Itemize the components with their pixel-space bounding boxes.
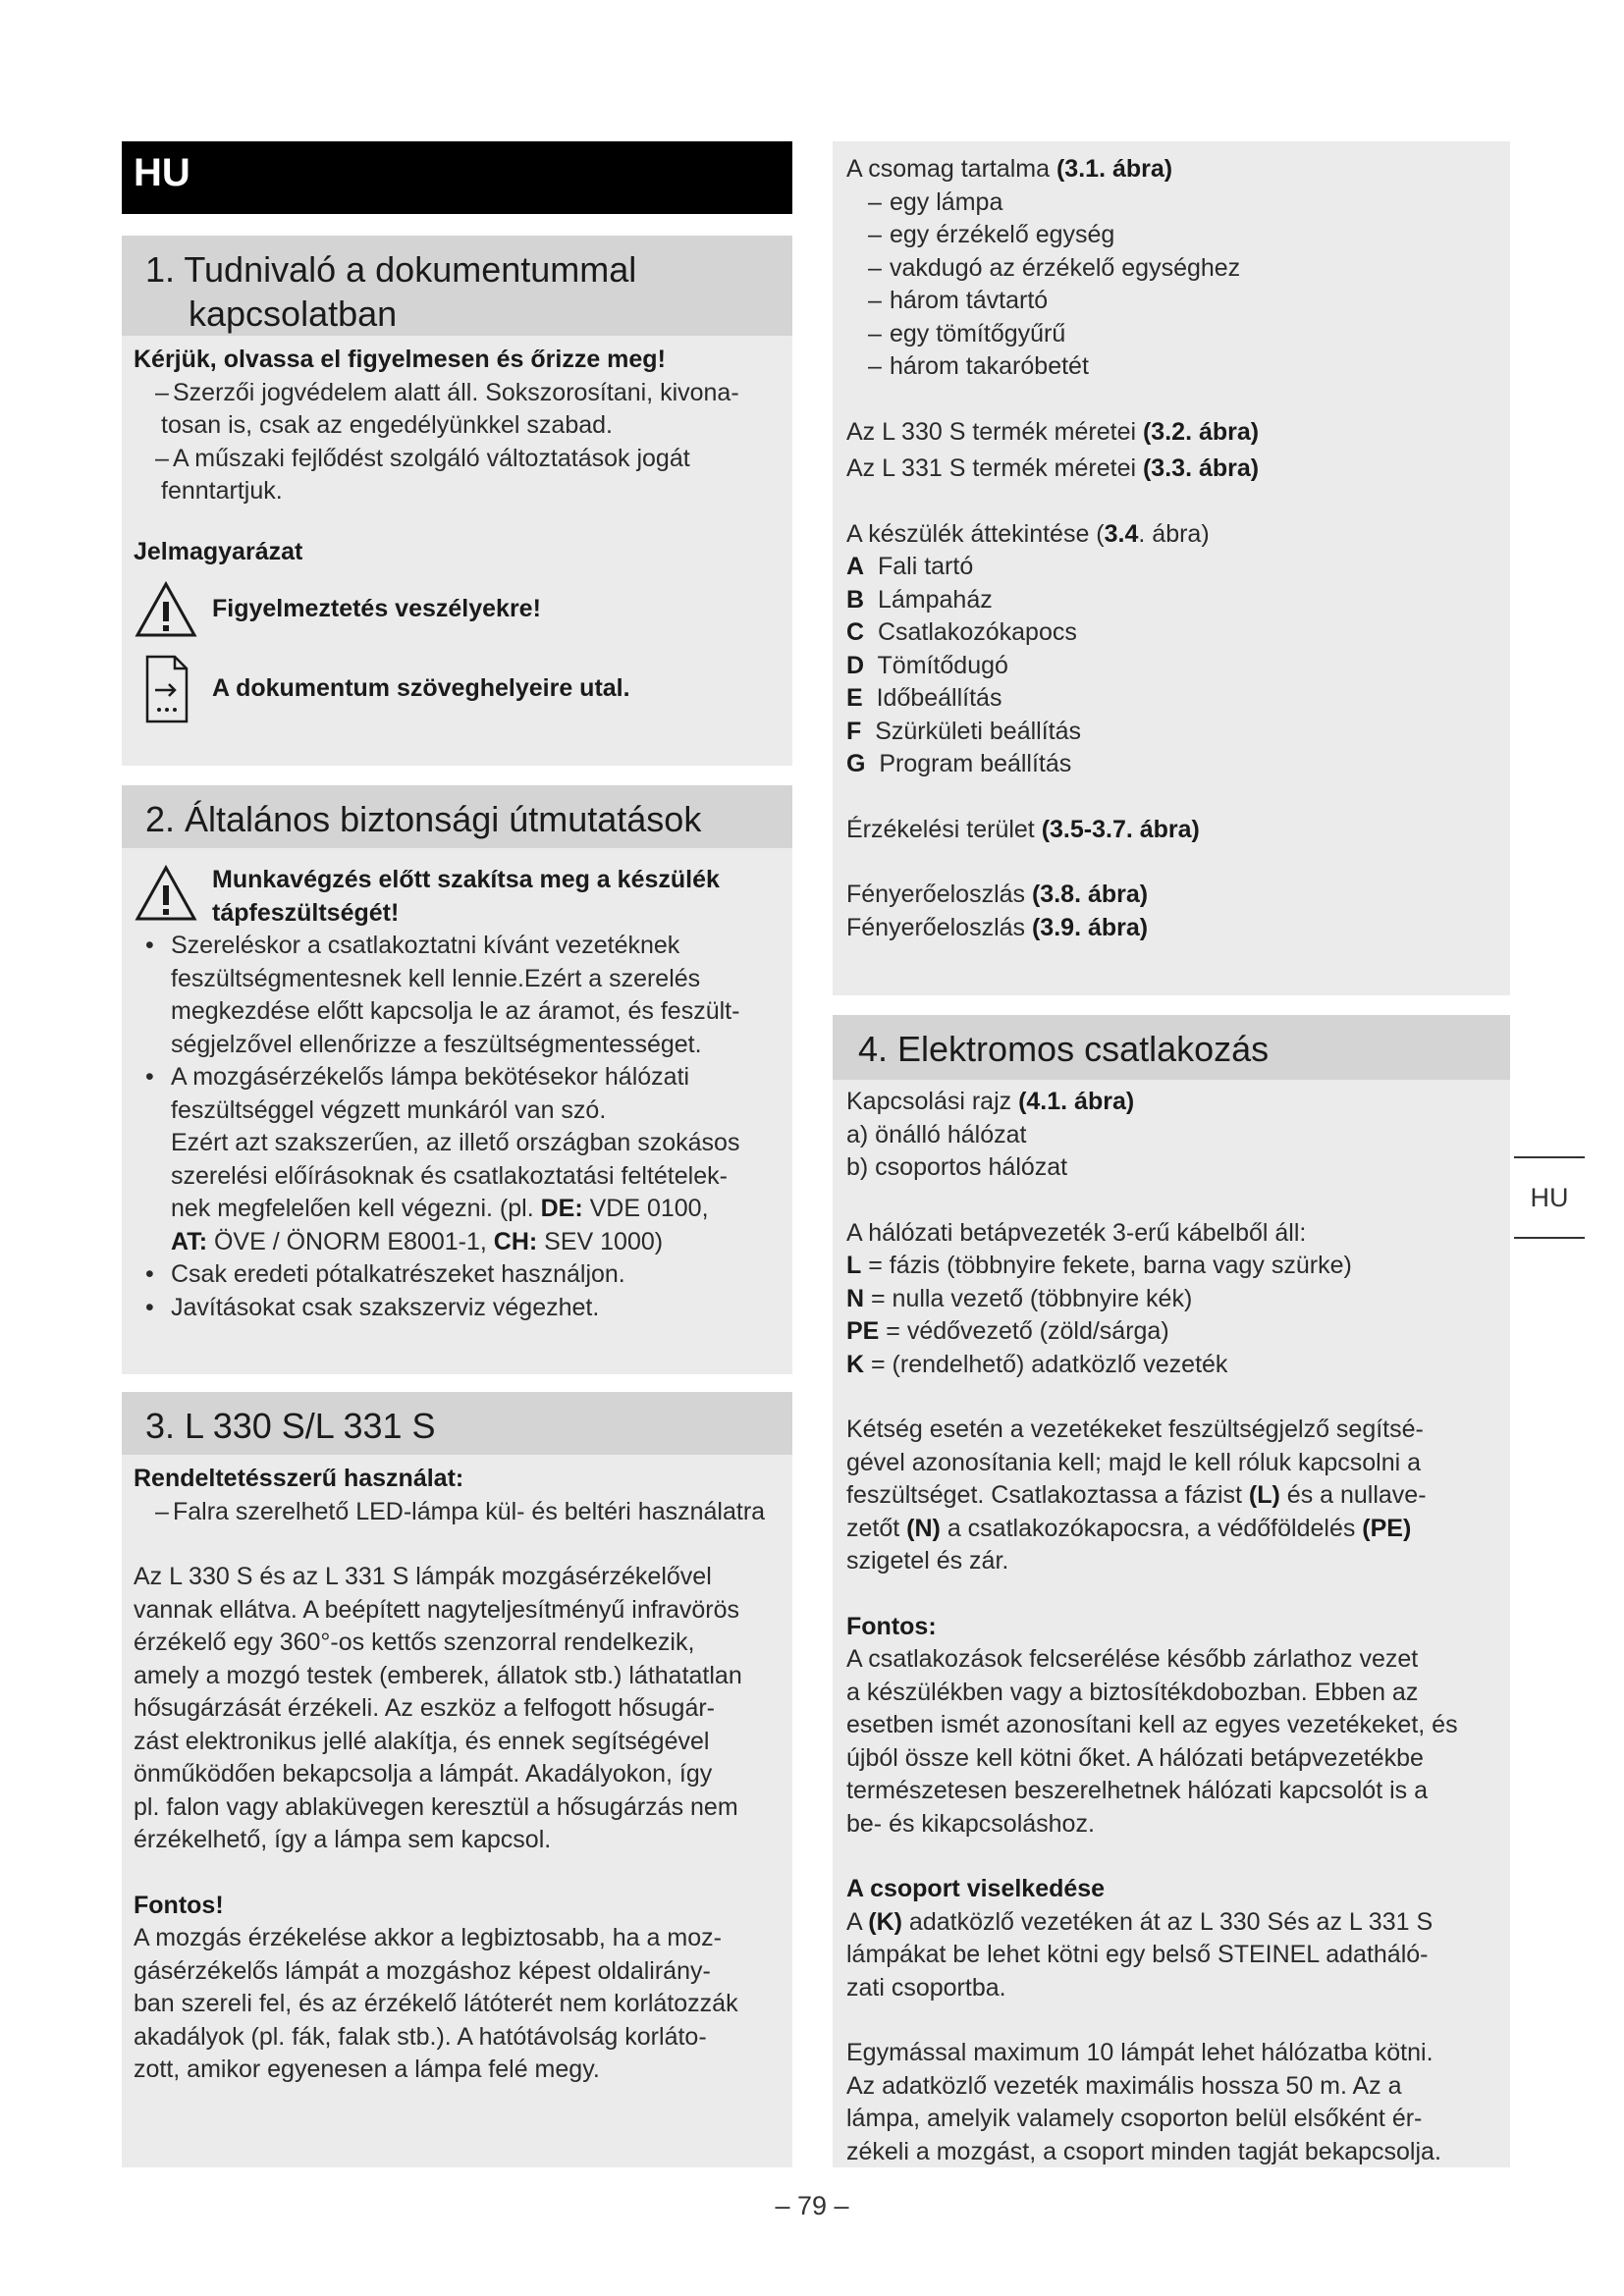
description-line: érzékelő egy 360°-os kettős szenzorral rendelkezik, [134, 1629, 695, 1656]
safety-bullet-1-line2: feszültségmentesnek kell lennie.Ezért a szerelés [171, 964, 701, 992]
package-item: – egy tömítőgyűrű [846, 318, 1500, 351]
copyright-line2: tosan is, csak az engedélyünkkel szabad. [161, 411, 613, 439]
important-line: a készülékben vagy a biztosítékdobozban. Ebben az [846, 1678, 1419, 1706]
warning-triangle-icon [134, 580, 198, 639]
copyright-line1: – Szerzői jogvédelem alatt áll. Sokszorosítani, kivona- [134, 377, 781, 410]
safety-bullet-2-line4: szerelési előírásoknak és csatlakoztatási feltételek- [171, 1161, 728, 1190]
section-4-panel [833, 1015, 1510, 2167]
part-item: E Időbeállítás [846, 684, 1002, 712]
description-line: vannak ellátva. A beépített nagyteljesítményű infravörös [134, 1595, 740, 1624]
part-item: D Tömítődugó [846, 651, 1008, 679]
light-distribution-1: Fényerőeloszlás (3.8. ábra) [846, 881, 1149, 908]
wire-item: L = fázis (többnyire fekete, barna vagy szürke) [846, 1252, 1352, 1279]
part-item: F Szürkületi beállítás [846, 717, 1082, 745]
warning-triangle-icon [134, 864, 198, 923]
important-line: A csatlakozások felcserélése később zárlathoz vezet [846, 1645, 1419, 1673]
safety-bullet-2-line6: AT: ÖVE / ÖNORM E8001-1, CH: SEV 1000) [171, 1227, 664, 1255]
warning-line1: Munkavégzés előtt szakítsa meg a készülék [212, 866, 720, 893]
section-2-heading [122, 785, 792, 848]
description-line: érzékelhető, így a lámpa sem kapcsol. [134, 1826, 552, 1853]
wire-item: K = (rendelhető) adatközlő vezeték [846, 1350, 1228, 1378]
legend-heading: Jelmagyarázat [134, 537, 303, 565]
group-line: lámpákat be lehet kötni egy belső STEINEL adatháló- [846, 1941, 1429, 1968]
description-line: amely a mozgó testek (emberek, állatok stb.) láthatatlan [134, 1661, 742, 1689]
part-item: C Csatlakozókapocs [846, 618, 1077, 646]
description-line: hősugárzását érzékeli. Az eszköz a felfogott hősugár- [134, 1694, 715, 1722]
package-item: – három takaróbetét [846, 350, 1500, 384]
intended-use-heading: Rendeltetésszerű használat: [134, 1465, 464, 1492]
change-line2: fenntartjuk. [161, 477, 283, 505]
important-line: ban szereli fel, és az érzékelő látóterét nem korlátozzák [134, 1990, 738, 2017]
doubt-line: Kétség esetén a vezetékeket feszültségjelző segítsé- [846, 1415, 1424, 1443]
safety-bullet-1-line3: megkezdése előtt kapcsolja le az áramot, és feszült- [171, 997, 740, 1025]
safety-bullet-2-line5: nek megfelelően kell végezni. (pl. DE: VDE 0100, [171, 1195, 709, 1222]
important-line: természetesen beszerelhetnek hálózati kapcsolót is a [846, 1777, 1428, 1804]
wire-item: N = nulla vezető (többnyire kék) [846, 1284, 1193, 1312]
safety-bullet-4: • Javításokat csak szakszerviz végezhet. [134, 1292, 781, 1325]
legend-reference-text: A dokumentum szöveghelyeire utal. [212, 674, 630, 703]
part-item: G Program beállítás [846, 750, 1072, 777]
package-item: – egy érzékelő egység [846, 219, 1500, 252]
package-panel [833, 141, 1510, 995]
section-2-title: 2. Általános biztonsági útmutatások [145, 799, 702, 839]
part-item: A Fali tartó [846, 553, 974, 580]
wiring-diagram-ref: Kapcsolási rajz (4.1. ábra) [846, 1088, 1135, 1115]
important-line: újból össze kell kötni őket. A hálózati betápvezetékbe [846, 1743, 1424, 1772]
max-line: Az adatközlő vezeték maximális hossza 50 m. Az a [846, 2071, 1402, 2100]
safety-bullet-1-line1: • Szereléskor a csatlakoztatni kívánt vezetéknek [134, 930, 781, 963]
important-heading: Fontos: [846, 1612, 937, 1640]
important-line: akadályok (pl. fák, falak stb.). A hatótávolság korláto- [134, 2022, 707, 2051]
wiring-option-b: b) csoportos hálózat [846, 1153, 1068, 1181]
wire-item: PE = védővezető (zöld/sárga) [846, 1317, 1169, 1345]
dimensions-l330: Az L 330 S termék méretei (3.2. ábra) [846, 417, 1260, 446]
package-contents: A csomag tartalma (3.1. ábra) [846, 155, 1173, 183]
group-line: zati csoportba. [846, 1973, 1006, 2002]
section-1-title-line2: kapcsolatban [189, 294, 398, 334]
description-line: önműködően bekapcsolja a lámpát. Akadályokon, így [134, 1760, 713, 1788]
important-line: gásérzékelős lámpát a mozgáshoz képest oldalirány- [134, 1956, 711, 1985]
section-3-title: 3. L 330 S/L 331 S [145, 1406, 436, 1446]
safety-bullet-2-line2: feszültséggel végzett munkáról van szó. [171, 1095, 607, 1124]
doubt-line: gével azonosítania kell; majd le kell róluk kapcsolni a [846, 1448, 1422, 1476]
detection-area: Érzékelési terület (3.5-3.7. ábra) [846, 815, 1200, 843]
package-item: – vakdugó az érzékelő egységhez [846, 252, 1500, 286]
side-language-tab: HU [1514, 1156, 1585, 1239]
safety-bullet-2-line3: Ezért azt szakszerűen, az illető országban szokásos [171, 1129, 740, 1156]
section-3-heading [122, 1392, 792, 1455]
important-heading: Fontos! [134, 1891, 224, 1919]
doubt-line: szigetel és zár. [846, 1547, 1009, 1575]
description-line: Az L 330 S és az L 331 S lámpák mozgásérzékelővel [134, 1563, 712, 1590]
part-item: B Lámpaház [846, 585, 993, 614]
safety-bullet-1-line4: ségjelzővel ellenőrizze a feszültségmentességet. [171, 1030, 702, 1058]
overview-heading: A készülék áttekintése (3.4. ábra) [846, 519, 1210, 548]
max-line: Egymással maximum 10 lámpát lehet hálózatba kötni. [846, 2039, 1434, 2066]
doubt-line: zetőt (N) a csatlakozókapocsra, a védőföldelés (PE) [846, 1514, 1412, 1542]
doubt-line: feszültséget. Csatlakoztassa a fázist (L) és a nullave- [846, 1481, 1427, 1509]
wiring-option-a: a) önálló hálózat [846, 1120, 1027, 1148]
section-3-panel [122, 1392, 792, 2167]
dimensions-l331: Az L 331 S termék méretei (3.3. ábra) [846, 454, 1260, 482]
description-line: zást elektronikus jellé alakítja, és ennek segítségével [134, 1727, 710, 1755]
change-line1: – A műszaki fejlődést szolgáló változtatások jogát [134, 443, 781, 476]
section-2-panel [122, 785, 792, 1374]
language-bar [122, 141, 792, 214]
warning-line2: tápfeszültségét! [212, 898, 400, 927]
group-heading: A csoport viselkedése [846, 1875, 1106, 1902]
light-distribution-2: Fényerőeloszlás (3.9. ábra) [846, 913, 1149, 941]
important-line: esetben ismét azonosítani kell az egyes vezetékeket, és [846, 1711, 1458, 1738]
section-1-heading [122, 236, 792, 336]
important-line: be- és kikapcsoláshoz. [846, 1809, 1095, 1838]
page-number: – 79 – [775, 2191, 849, 2220]
max-line: zékeli a mozgást, a csoport minden tagját bekapcsolja. [846, 2137, 1441, 2165]
read-heading: Kérjük, olvassa el figyelmesen és őrizze meg! [134, 346, 666, 373]
cable-intro: A hálózati betápvezeték 3-erű kábelből áll: [846, 1218, 1307, 1247]
section-1-title-line1: 1. Tudnivaló a dokumentummal [145, 249, 637, 290]
intended-use-item: – Falra szerelhető LED-lámpa kül- és beltéri használatra [134, 1496, 781, 1529]
document-reference-icon [134, 653, 198, 725]
safety-bullet-3: • Csak eredeti pótalkatrészeket használjon. [134, 1258, 781, 1292]
package-item: – egy lámpa [846, 187, 1500, 220]
description-line: pl. falon vagy ablaküvegen keresztül a hősugárzás nem [134, 1792, 738, 1821]
package-item: – három távtartó [846, 285, 1500, 318]
important-line: zott, amikor egyenesen a lámpa felé megy. [134, 2056, 600, 2083]
language-code: HU [134, 151, 190, 194]
safety-bullet-2-line1: • A mozgásérzékelős lámpa bekötésekor hálózati [134, 1061, 781, 1095]
group-line: A (K) adatközlő vezetéken át az L 330 Sés az L 331 S [846, 1907, 1434, 1936]
section-4-title: 4. Elektromos csatlakozás [858, 1029, 1270, 1069]
legend-warning-text: Figyelmeztetés veszélyekre! [212, 595, 541, 623]
important-line: A mozgás érzékelése akkor a legbiztosabb, ha a moz- [134, 1924, 722, 1951]
section-1-panel [122, 236, 792, 766]
max-line: lámpa, amelyik valamely csoporton belül elsőként ér- [846, 2105, 1423, 2132]
section-4-heading [833, 1015, 1510, 1080]
